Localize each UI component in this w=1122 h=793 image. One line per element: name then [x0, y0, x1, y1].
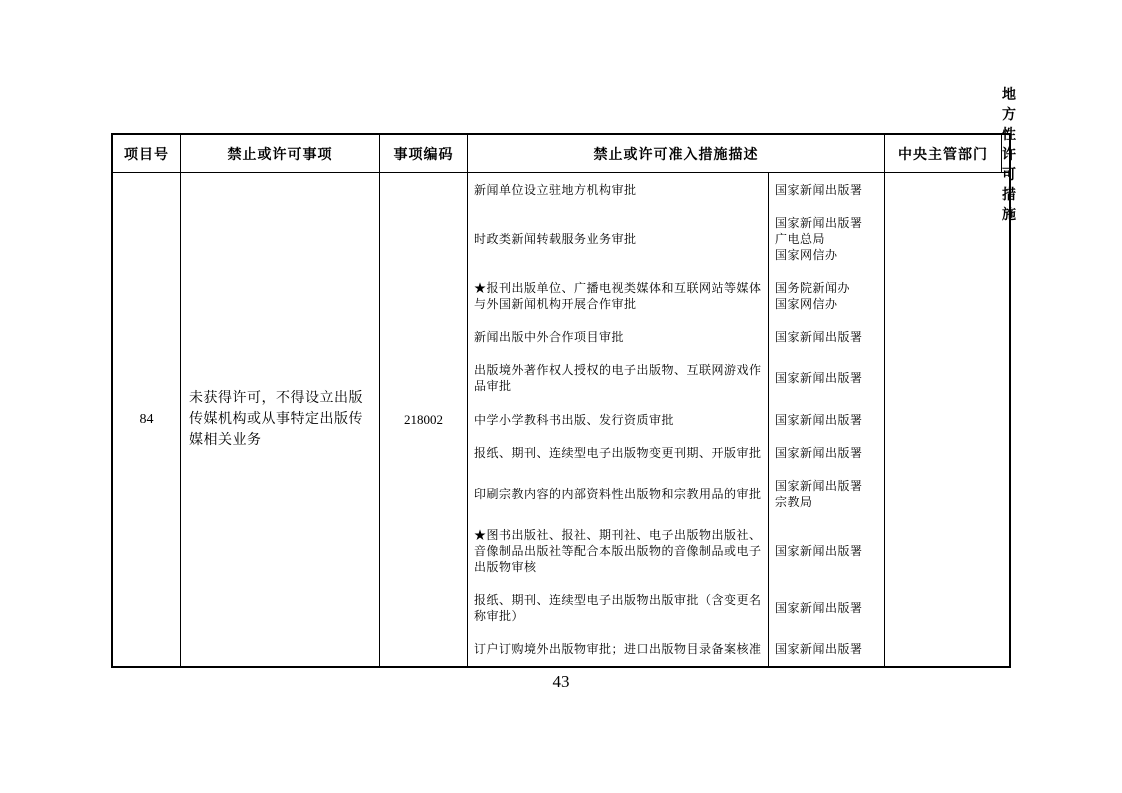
header-item-code: 事项编码	[379, 135, 467, 172]
measure-departments	[768, 271, 884, 320]
department-line: 国家网信办	[775, 296, 838, 311]
department-line: 国家新闻出版署	[775, 412, 863, 427]
header-prohibited-item: 禁止或许可事项	[180, 135, 379, 172]
department-line: 广电总局	[775, 231, 826, 246]
measure-row	[468, 173, 884, 206]
measure-row	[468, 436, 884, 469]
cell-prohibited-item: 未获得许可，不得设立出版传媒机构或从事特定出版传媒相关业务	[180, 173, 379, 666]
measure-row	[468, 206, 884, 271]
measure-description: 时政类新闻转载服务业务审批	[474, 231, 637, 246]
department-line: 国家新闻出版署	[775, 601, 863, 616]
measure-departments	[768, 403, 884, 436]
measure-description: 印刷宗教内容的内部资料性出版物和宗教用品的审批	[474, 486, 762, 501]
department-line: 国务院新闻办	[775, 280, 851, 295]
header-project-no: 项目号	[124, 147, 169, 163]
measure-departments	[768, 469, 884, 518]
department-line: 国家网信办	[775, 247, 838, 262]
measure-departments	[768, 633, 884, 666]
measures-column	[467, 173, 884, 666]
header-local-measures: 地方性许可措施	[1002, 87, 1017, 223]
cell-item-code: 218002	[379, 173, 467, 666]
header-central-department: 中央主管部门	[884, 135, 1001, 172]
access-measures-table	[111, 87, 1017, 668]
measure-departments	[768, 206, 884, 271]
measure-departments	[768, 354, 884, 403]
department-line: 国家新闻出版署	[775, 445, 863, 460]
cell-local-measures	[884, 173, 1009, 666]
measure-departments	[768, 173, 884, 206]
measure-departments	[768, 436, 884, 469]
measure-description: 报纸、期刊、连续型电子出版物变更刊期、开版审批	[474, 445, 762, 460]
department-line: 国家新闻出版署	[775, 371, 863, 386]
measure-row	[468, 519, 884, 584]
measure-departments	[768, 519, 884, 584]
cell-project-no: 84	[139, 411, 154, 427]
measure-description: ★图书出版社、报社、期刊社、电子出版物出版社、音像制品出版社等配合本版出版物的音像制品或电子出版物审核	[474, 528, 762, 575]
measure-description: 中学小学教科书出版、发行资质审批	[474, 412, 675, 427]
department-line: 国家新闻出版署	[775, 544, 863, 559]
department-line: 国家新闻出版署	[775, 182, 863, 197]
header-measure-description: 禁止或许可准入措施描述	[467, 135, 884, 172]
department-line: 宗教局	[775, 494, 813, 509]
department-line: 国家新闻出版署	[775, 215, 863, 230]
measure-row	[468, 469, 884, 518]
measure-row	[468, 584, 884, 633]
measure-description: ★报刊出版单位、广播电视类媒体和互联网站等媒体与外国新闻机构开展合作审批	[474, 280, 762, 311]
measure-description: 报纸、期刊、连续型电子出版物出版审批（含变更名称审批）	[474, 593, 762, 624]
measure-row	[468, 321, 884, 354]
measure-departments	[768, 321, 884, 354]
measure-row	[468, 403, 884, 436]
measure-description: 新闻单位设立驻地方机构审批	[474, 182, 637, 197]
measure-description: 订户订购境外出版物审批；进口出版物目录备案核准	[474, 642, 762, 657]
page-number: 43	[552, 672, 570, 691]
table-row	[113, 173, 1009, 666]
department-line: 国家新闻出版署	[775, 642, 863, 657]
measure-row	[468, 271, 884, 320]
measure-description: 出版境外著作权人授权的电子出版物、互联网游戏作品审批	[474, 363, 762, 394]
department-line: 国家新闻出版署	[775, 478, 863, 493]
measure-row	[468, 633, 884, 666]
measure-row	[468, 354, 884, 403]
department-line: 国家新闻出版署	[775, 330, 863, 345]
measure-departments	[768, 584, 884, 633]
measure-description: 新闻出版中外合作项目审批	[474, 330, 625, 345]
